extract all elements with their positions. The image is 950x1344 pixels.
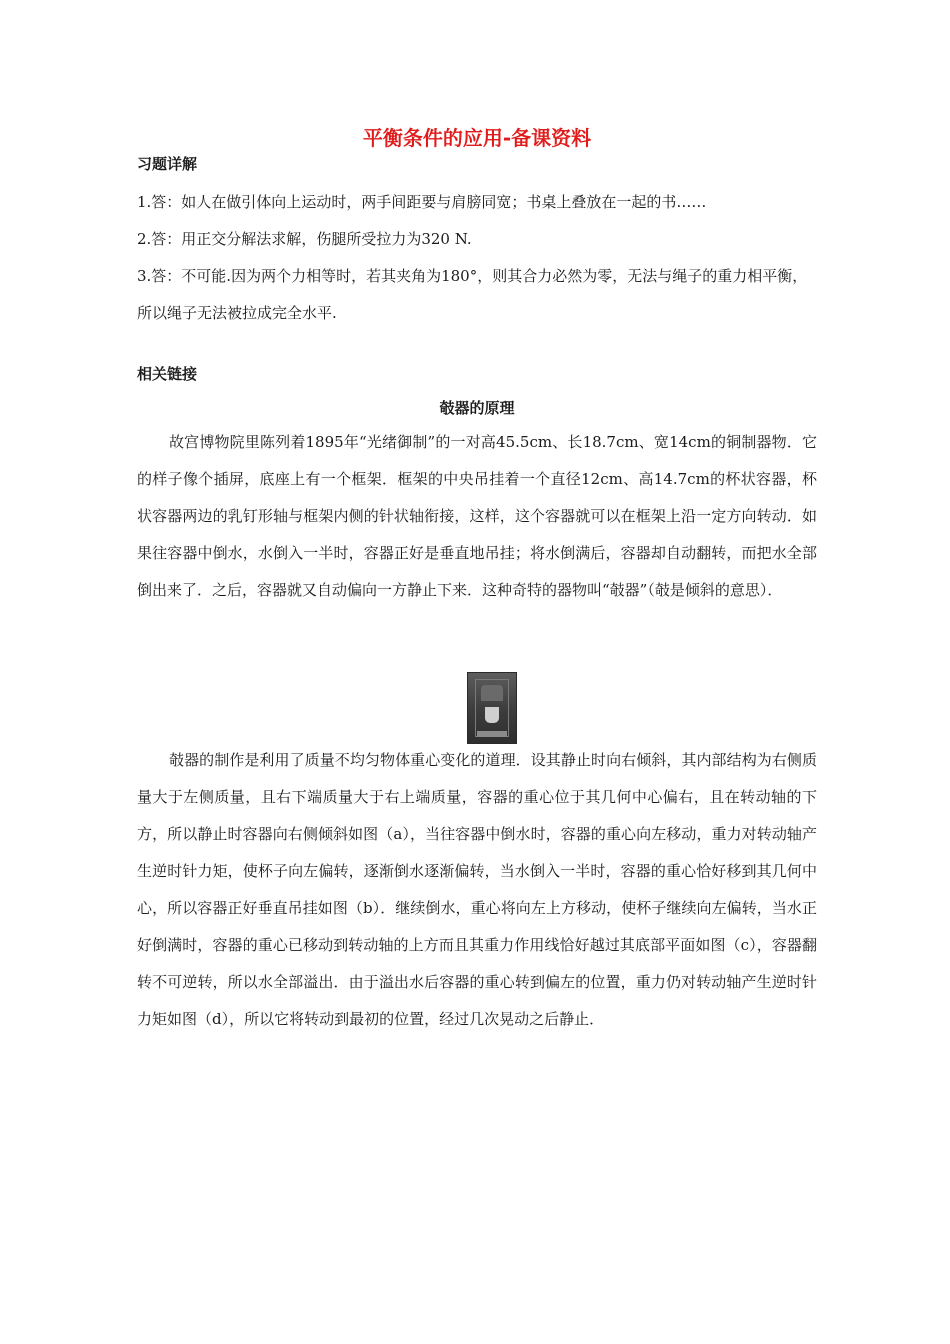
answer-1: 1.答：如人在做引体向上运动时，两手间距要与肩膀同宽；书桌上叠放在一起的书…… (137, 193, 707, 211)
qiqi-vessel-photo (467, 672, 517, 744)
answer-3: 3.答：不可能.因为两个力相等时，若其夹角为180°，则其合力必然为零，无法与绳子的重力相平衡，所以绳子无法被拉成完全水平. (137, 267, 808, 322)
answer-2: 2.答：用正交分解法求解，伤腿所受拉力为320 N. (137, 230, 472, 248)
article-paragraph-1: 故宫博物院里陈列着1895年“光绪御制”的一对高45.5cm、长18.7cm、宽14cm的铜制器物．它的样子像个插屏，底座上有一个框架．框架的中央吊挂着一个直径12cm、高14.7cm的杯状容器，杯状容器两边的乳钉形轴与框架内侧的针状轴衔接，这样，这个容器就可以在框架上沿一定方向转动．如果往容器中倒水，水倒入一半时，容器正好是垂直地吊挂；将水倒满后，容器却自动翻转，而把水全部倒出来了．之后，容器就又自动偏向一方静止下来．这种奇特的器物叫“攲器”（攲是倾斜的意思）． (137, 433, 817, 599)
article-paragraph-2: 攲器的制作是利用了质量不均匀物体重心变化的道理．设其静止时向右倾斜，其内部结构为右侧质量大于左侧质量，且右下端质量大于右上端质量，容器的重心位于其几何中心偏右，且在转动轴的下方，所以静止时容器向右侧倾斜如图（a），当往容器中倒水时，容器的重心向左移动，重力对转动轴产生逆时针力矩，使杯子向左偏转，逐渐倒水逐渐偏转，当水倒入一半时，容器的重心恰好移到其几何中心，所以容器正好垂直吊挂如图（b）．继续倒水，重心将向左上方移动，使杯子继续向左偏转，当水正好倒满时，容器的重心已移动到转动轴的上方而且其重力作用线恰好越过其底部平面如图（c），容器翻转不可逆转，所以水全部溢出．由于溢出水后容器的重心转到偏左的位置，重力仍对转动轴产生逆时针力矩如图（d），所以它将转动到最初的位置，经过几次晃动之后静止． (137, 751, 817, 1028)
document-title: 平衡条件的应用-备课资料 (362, 126, 592, 150)
exercise-answers (137, 184, 817, 332)
article-subtitle: 攲器的原理 (439, 399, 515, 417)
related-section-heading: 相关链接 (137, 365, 198, 383)
exercise-section-heading: 习题详解 (137, 155, 198, 173)
